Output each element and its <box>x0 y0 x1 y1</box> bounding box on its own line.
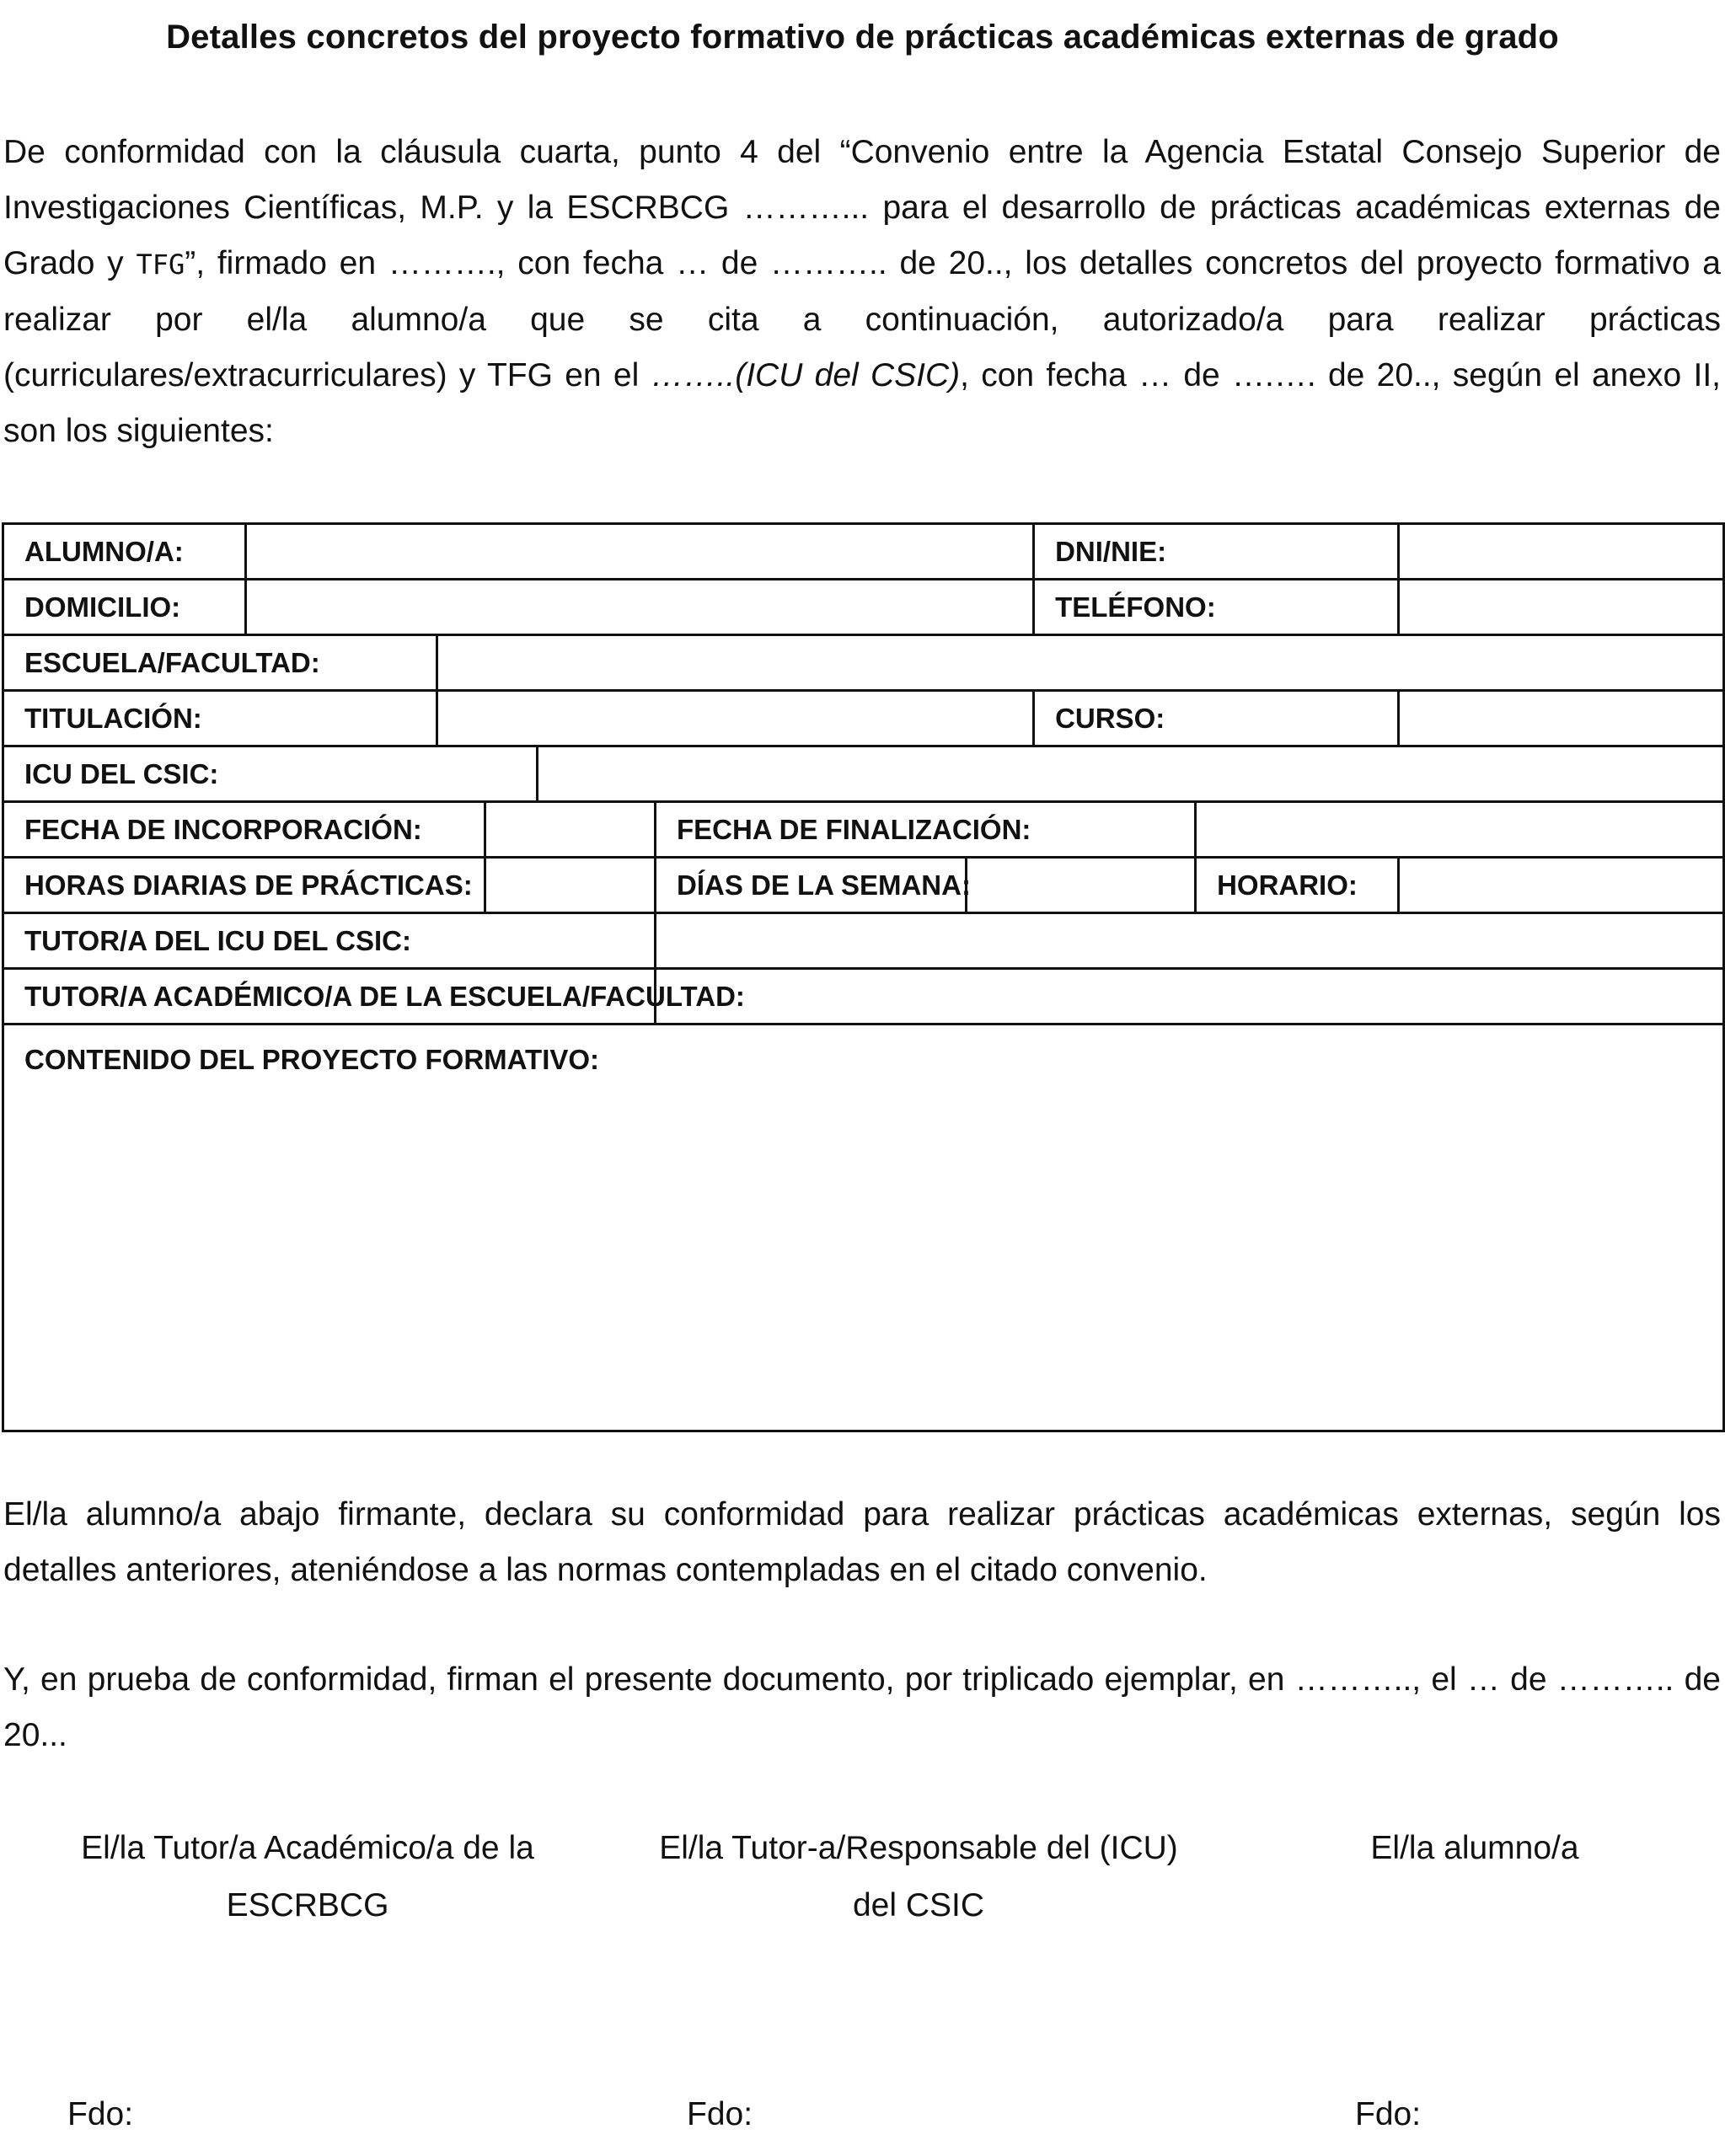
table-row <box>3 635 1724 691</box>
signature-tutor-icu-line2: del CSIC <box>852 1887 985 1923</box>
fecha-incorporacion-field[interactable] <box>485 802 656 858</box>
contenido-field[interactable] <box>3 1025 1724 1431</box>
table-row <box>3 746 1724 802</box>
table-row <box>3 580 1724 635</box>
table-row <box>3 913 1724 969</box>
table-row <box>3 802 1724 858</box>
telefono-label: TELÉFONO: <box>1034 580 1399 635</box>
document-title: Detalles concretos del proyecto formativo de prácticas académicas externas de grado <box>166 19 1559 56</box>
domicilio-label: DOMICILIO: <box>3 580 246 635</box>
horario-field[interactable] <box>1399 858 1724 913</box>
icu-label: ICU DEL CSIC: <box>3 746 538 802</box>
domicilio-field[interactable] <box>246 580 1034 635</box>
signature-tutor-academico-line2: ESCRBCG <box>226 1887 389 1923</box>
escuela-label: ESCUELA/FACULTAD: <box>3 635 437 691</box>
fdo-tutor-academico: Fdo: <box>67 2096 134 2132</box>
telefono-field[interactable] <box>1399 580 1724 635</box>
intro-text-1: De conformidad con la cláusula cuarta, punto 4 del “Convenio entre la Agencia Estatal Consejo Superior de Investigaciones Científicas, M.P. y la ESCRBCG ………... para el desarrollo de prácticas académicas externas de Grado y <box>3 134 1721 281</box>
signature-tutor-academico-line1: El/la Tutor/a Académico/a de la <box>81 1830 534 1866</box>
curso-field[interactable] <box>1399 691 1724 746</box>
tutor-icu-label: TUTOR/A DEL ICU DEL CSIC: <box>3 913 656 969</box>
table-row <box>3 969 1724 1025</box>
alumno-label: ALUMNO/A: <box>3 524 246 580</box>
dni-label: DNI/NIE: <box>1034 524 1399 580</box>
fdo-alumno: Fdo: <box>1355 2096 1422 2132</box>
table-row <box>3 858 1724 913</box>
intro-paragraph <box>3 125 1721 459</box>
horario-label: HORARIO: <box>1196 858 1399 913</box>
fdo-tutor-icu: Fdo: <box>687 2096 753 2132</box>
escuela-field[interactable] <box>437 635 1724 691</box>
intro-icu: ……..(ICU del CSIC) <box>651 357 961 393</box>
declaration-paragraph: El/la alumno/a abajo firmante, declara su conformidad para realizar prácticas académicas externas, según los detalles anteriores, ateniéndose a las normas contempladas en el citado convenio. <box>3 1496 1721 1588</box>
titulacion-label: TITULACIÓN: <box>3 691 437 746</box>
intro-text-2: ”, firmado en ………., con fecha … de ……….. de 20.., los detalles concretos del proyecto formativo a realizar por el/la alumno/a que se cita a continuación, autorizado/a para realizar prácticas (curriculares/extracurriculares) y TFG en el <box>3 245 1721 393</box>
fecha-finalizacion-label: FECHA DE FINALIZACIÓN: <box>656 802 1196 858</box>
intro-text-3: , con fecha … de ….…. de 20.., según el anexo II, son los siguientes: <box>3 357 1722 449</box>
fecha-finalizacion-field[interactable] <box>1196 802 1724 858</box>
tutor-academico-label: TUTOR/A ACADÉMICO/A DE LA ESCUELA/FACULTAD: <box>3 969 656 1025</box>
signature-alumno-line1: El/la alumno/a <box>1370 1830 1579 1866</box>
closing-paragraph: Y, en prueba de conformidad, firman el presente documento, por triplicado ejemplar, en ……….., el … de ……….. de 20... <box>3 1661 1721 1753</box>
contenido-label: CONTENIDO DEL PROYECTO FORMATIVO: <box>24 1044 600 1075</box>
fecha-incorporacion-label: FECHA DE INCORPORACIÓN: <box>3 802 485 858</box>
project-details-table <box>2 522 1725 1432</box>
table-row <box>3 524 1724 580</box>
horas-field[interactable] <box>485 858 656 913</box>
table-row <box>3 1025 1724 1431</box>
titulacion-field[interactable] <box>437 691 1034 746</box>
signature-alumno <box>1315 1820 1635 1877</box>
signature-tutor-academico <box>34 1820 581 1934</box>
dias-field[interactable] <box>967 858 1196 913</box>
signature-tutor-icu <box>624 1820 1213 1934</box>
tutor-academico-field[interactable] <box>656 969 1724 1025</box>
signature-tutor-icu-line1: El/la Tutor-a/Responsable del (ICU) <box>659 1830 1178 1866</box>
intro-tfg: TFG <box>136 249 185 281</box>
alumno-field[interactable] <box>246 524 1034 580</box>
horas-label: HORAS DIARIAS DE PRÁCTICAS: <box>3 858 485 913</box>
tutor-icu-field[interactable] <box>656 913 1724 969</box>
dias-label: DÍAS DE LA SEMANA: <box>656 858 967 913</box>
curso-label: CURSO: <box>1034 691 1399 746</box>
dni-field[interactable] <box>1399 524 1724 580</box>
table-row <box>3 691 1724 746</box>
icu-field[interactable] <box>538 746 1724 802</box>
